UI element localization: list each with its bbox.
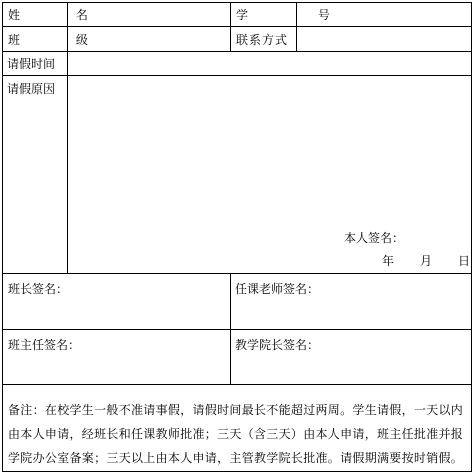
table-border-top bbox=[2, 2, 472, 3]
row-divider-6 bbox=[2, 384, 472, 385]
head-teacher-sign-label: 班主任签名： bbox=[8, 338, 81, 352]
table-border-bottom bbox=[2, 471, 472, 472]
note-line: 学院办公室备案；三天以上由本人申请，主管教学院长批准。请假期满要按时销假。 bbox=[8, 451, 464, 465]
contact-label: 联系方式 bbox=[236, 33, 289, 47]
signature-column-divider bbox=[230, 273, 231, 385]
dean-sign-label: 教学院长签名： bbox=[235, 338, 320, 352]
student-id-label: 学 号 bbox=[236, 8, 363, 22]
table-border-left bbox=[2, 2, 3, 472]
note-text bbox=[8, 398, 468, 470]
note-line: 由本人申请，经班长和任课教师批准；三天（含三天）由本人申请，班主任批准并报 bbox=[8, 427, 464, 441]
monitor-sign-label: 班长签名： bbox=[8, 282, 69, 296]
leave-reason-label: 请假原因 bbox=[7, 82, 56, 96]
mid-column-divider-top bbox=[230, 2, 231, 52]
row-divider-4 bbox=[2, 273, 472, 274]
signature-label: 本人签名： bbox=[344, 231, 405, 245]
date-month: 月 bbox=[420, 254, 433, 268]
name-label: 姓 名 bbox=[8, 8, 114, 22]
leave-request-form bbox=[2, 2, 472, 472]
class-label: 班 级 bbox=[8, 33, 114, 47]
row-divider-1 bbox=[2, 26, 472, 27]
teacher-sign-label: 任课老师签名： bbox=[235, 282, 320, 296]
date-day: 日 bbox=[458, 254, 471, 268]
table-border-right bbox=[471, 2, 472, 472]
row-divider-5 bbox=[2, 329, 472, 330]
date-year: 年 bbox=[382, 254, 395, 268]
row-divider-2 bbox=[2, 51, 472, 52]
row-divider-3 bbox=[2, 75, 472, 76]
note-line: 备注：在校学生一般不准请事假，请假时间最长不能超过两周。学生请假，一天以内 bbox=[8, 403, 464, 417]
leave-time-label: 请假时间 bbox=[7, 57, 56, 71]
